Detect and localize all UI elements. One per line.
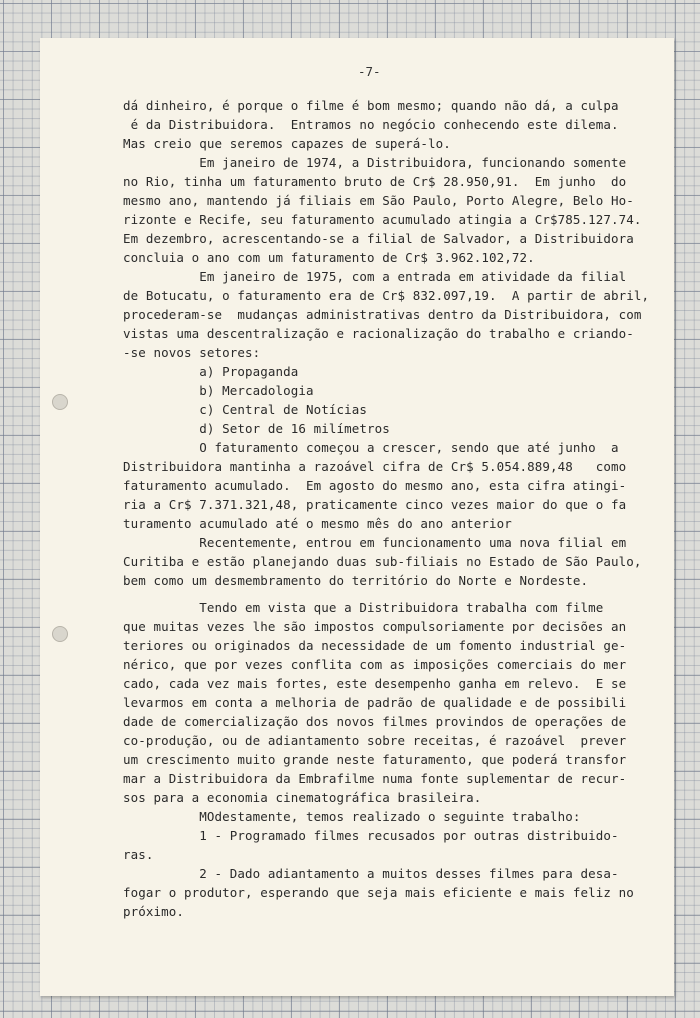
text-line: Em janeiro de 1974, a Distribuidora, funcionando somente [123, 155, 627, 170]
text-line: sos para a economia cinematográfica brasileira. [123, 790, 482, 805]
text-line: O faturamento começou a crescer, sendo que até junho a [123, 440, 619, 455]
text-line: rizonte e Recife, seu faturamento acumulado atingia a Cr$785.127.74. [123, 212, 642, 227]
text-line: b) Mercadologia [123, 383, 314, 398]
text-line: cado, cada vez mais fortes, este desempenho ganha em relevo. E se [123, 676, 627, 691]
text-line: ras. [123, 847, 154, 862]
punch-hole-top [52, 394, 68, 410]
text-line: Mas creio que seremos capazes de superá-lo. [123, 136, 451, 151]
text-line: fogar o produtor, esperando que seja mais eficiente e mais feliz no [123, 885, 634, 900]
text-line: -se novos setores: [123, 345, 261, 360]
text-line: concluia o ano com um faturamento de Cr$ 3.962.102,72. [123, 250, 535, 265]
text-line: levarmos em conta a melhoria de padrão de qualidade e de possibili [123, 695, 627, 710]
text-line: mar a Distribuidora da Embrafilme numa fonte suplementar de recur- [123, 771, 627, 786]
text-line: Distribuidora mantinha a razoável cifra de Cr$ 5.054.889,48 como [123, 459, 627, 474]
text-line: teriores ou originados da necessidade de um fomento industrial ge- [123, 638, 627, 653]
text-line: um crescimento muito grande neste faturamento, que poderá transfor [123, 752, 627, 767]
text-line: a) Propaganda [123, 364, 299, 379]
text-line: mesmo ano, mantendo já filiais em São Paulo, Porto Alegre, Belo Ho- [123, 193, 634, 208]
text-line: MOdestamente, temos realizado o seguinte trabalho: [123, 809, 581, 824]
typed-text-body [123, 96, 653, 921]
text-line: c) Central de Notícias [123, 402, 368, 417]
text-line: Em dezembro, acrescentando-se a filial de Salvador, a Distribuidora [123, 231, 634, 246]
text-line: ria a Cr$ 7.371.321,48, praticamente cinco vezes maior do que o fa [123, 497, 627, 512]
text-line: dade de comercialização dos novos filmes provindos de operações de [123, 714, 627, 729]
page-number: -7- [358, 64, 381, 79]
text-line: Curitiba e estão planejando duas sub-filiais no Estado de São Paulo, [123, 554, 642, 569]
text-line: dá dinheiro, é porque o filme é bom mesmo; quando não dá, a culpa [123, 98, 619, 113]
text-line: 1 - Programado filmes recusados por outras distribuido- [123, 828, 619, 843]
text-line: co-produção, ou de adiantamento sobre receitas, é razoável prever [123, 733, 627, 748]
text-line: Recentemente, entrou em funcionamento uma nova filial em [123, 535, 627, 550]
text-line: de Botucatu, o faturamento era de Cr$ 832.097,19. A partir de abril, [123, 288, 650, 303]
text-line: Em janeiro de 1975, com a entrada em atividade da filial [123, 269, 627, 284]
text-line: 2 - Dado adiantamento a muitos desses filmes para desa- [123, 866, 619, 881]
text-line: que muitas vezes lhe são impostos compulsoriamente por decisões an [123, 619, 627, 634]
text-line: procederam-se mudanças administrativas dentro da Distribuidora, com [123, 307, 642, 322]
text-line: turamento acumulado até o mesmo mês do ano anterior [123, 516, 512, 531]
text-line: d) Setor de 16 milímetros [123, 421, 390, 436]
text-line: vistas uma descentralização e racionalização do trabalho e criando- [123, 326, 634, 341]
text-line: no Rio, tinha um faturamento bruto de Cr$ 28.950,91. Em junho do [123, 174, 627, 189]
text-line [123, 590, 653, 598]
text-line: nérico, que por vezes conflita com as imposições comerciais do mer [123, 657, 627, 672]
text-line: Tendo em vista que a Distribuidora trabalha com filme [123, 600, 604, 615]
text-line: faturamento acumulado. Em agosto do mesmo ano, esta cifra atingi- [123, 478, 627, 493]
text-line: bem como um desmembramento do território do Norte e Nordeste. [123, 573, 589, 588]
text-line: próximo. [123, 904, 185, 919]
document-page [40, 38, 674, 996]
text-line: é da Distribuidora. Entramos no negócio conhecendo este dilema. [123, 117, 619, 132]
punch-hole-bottom [52, 626, 68, 642]
